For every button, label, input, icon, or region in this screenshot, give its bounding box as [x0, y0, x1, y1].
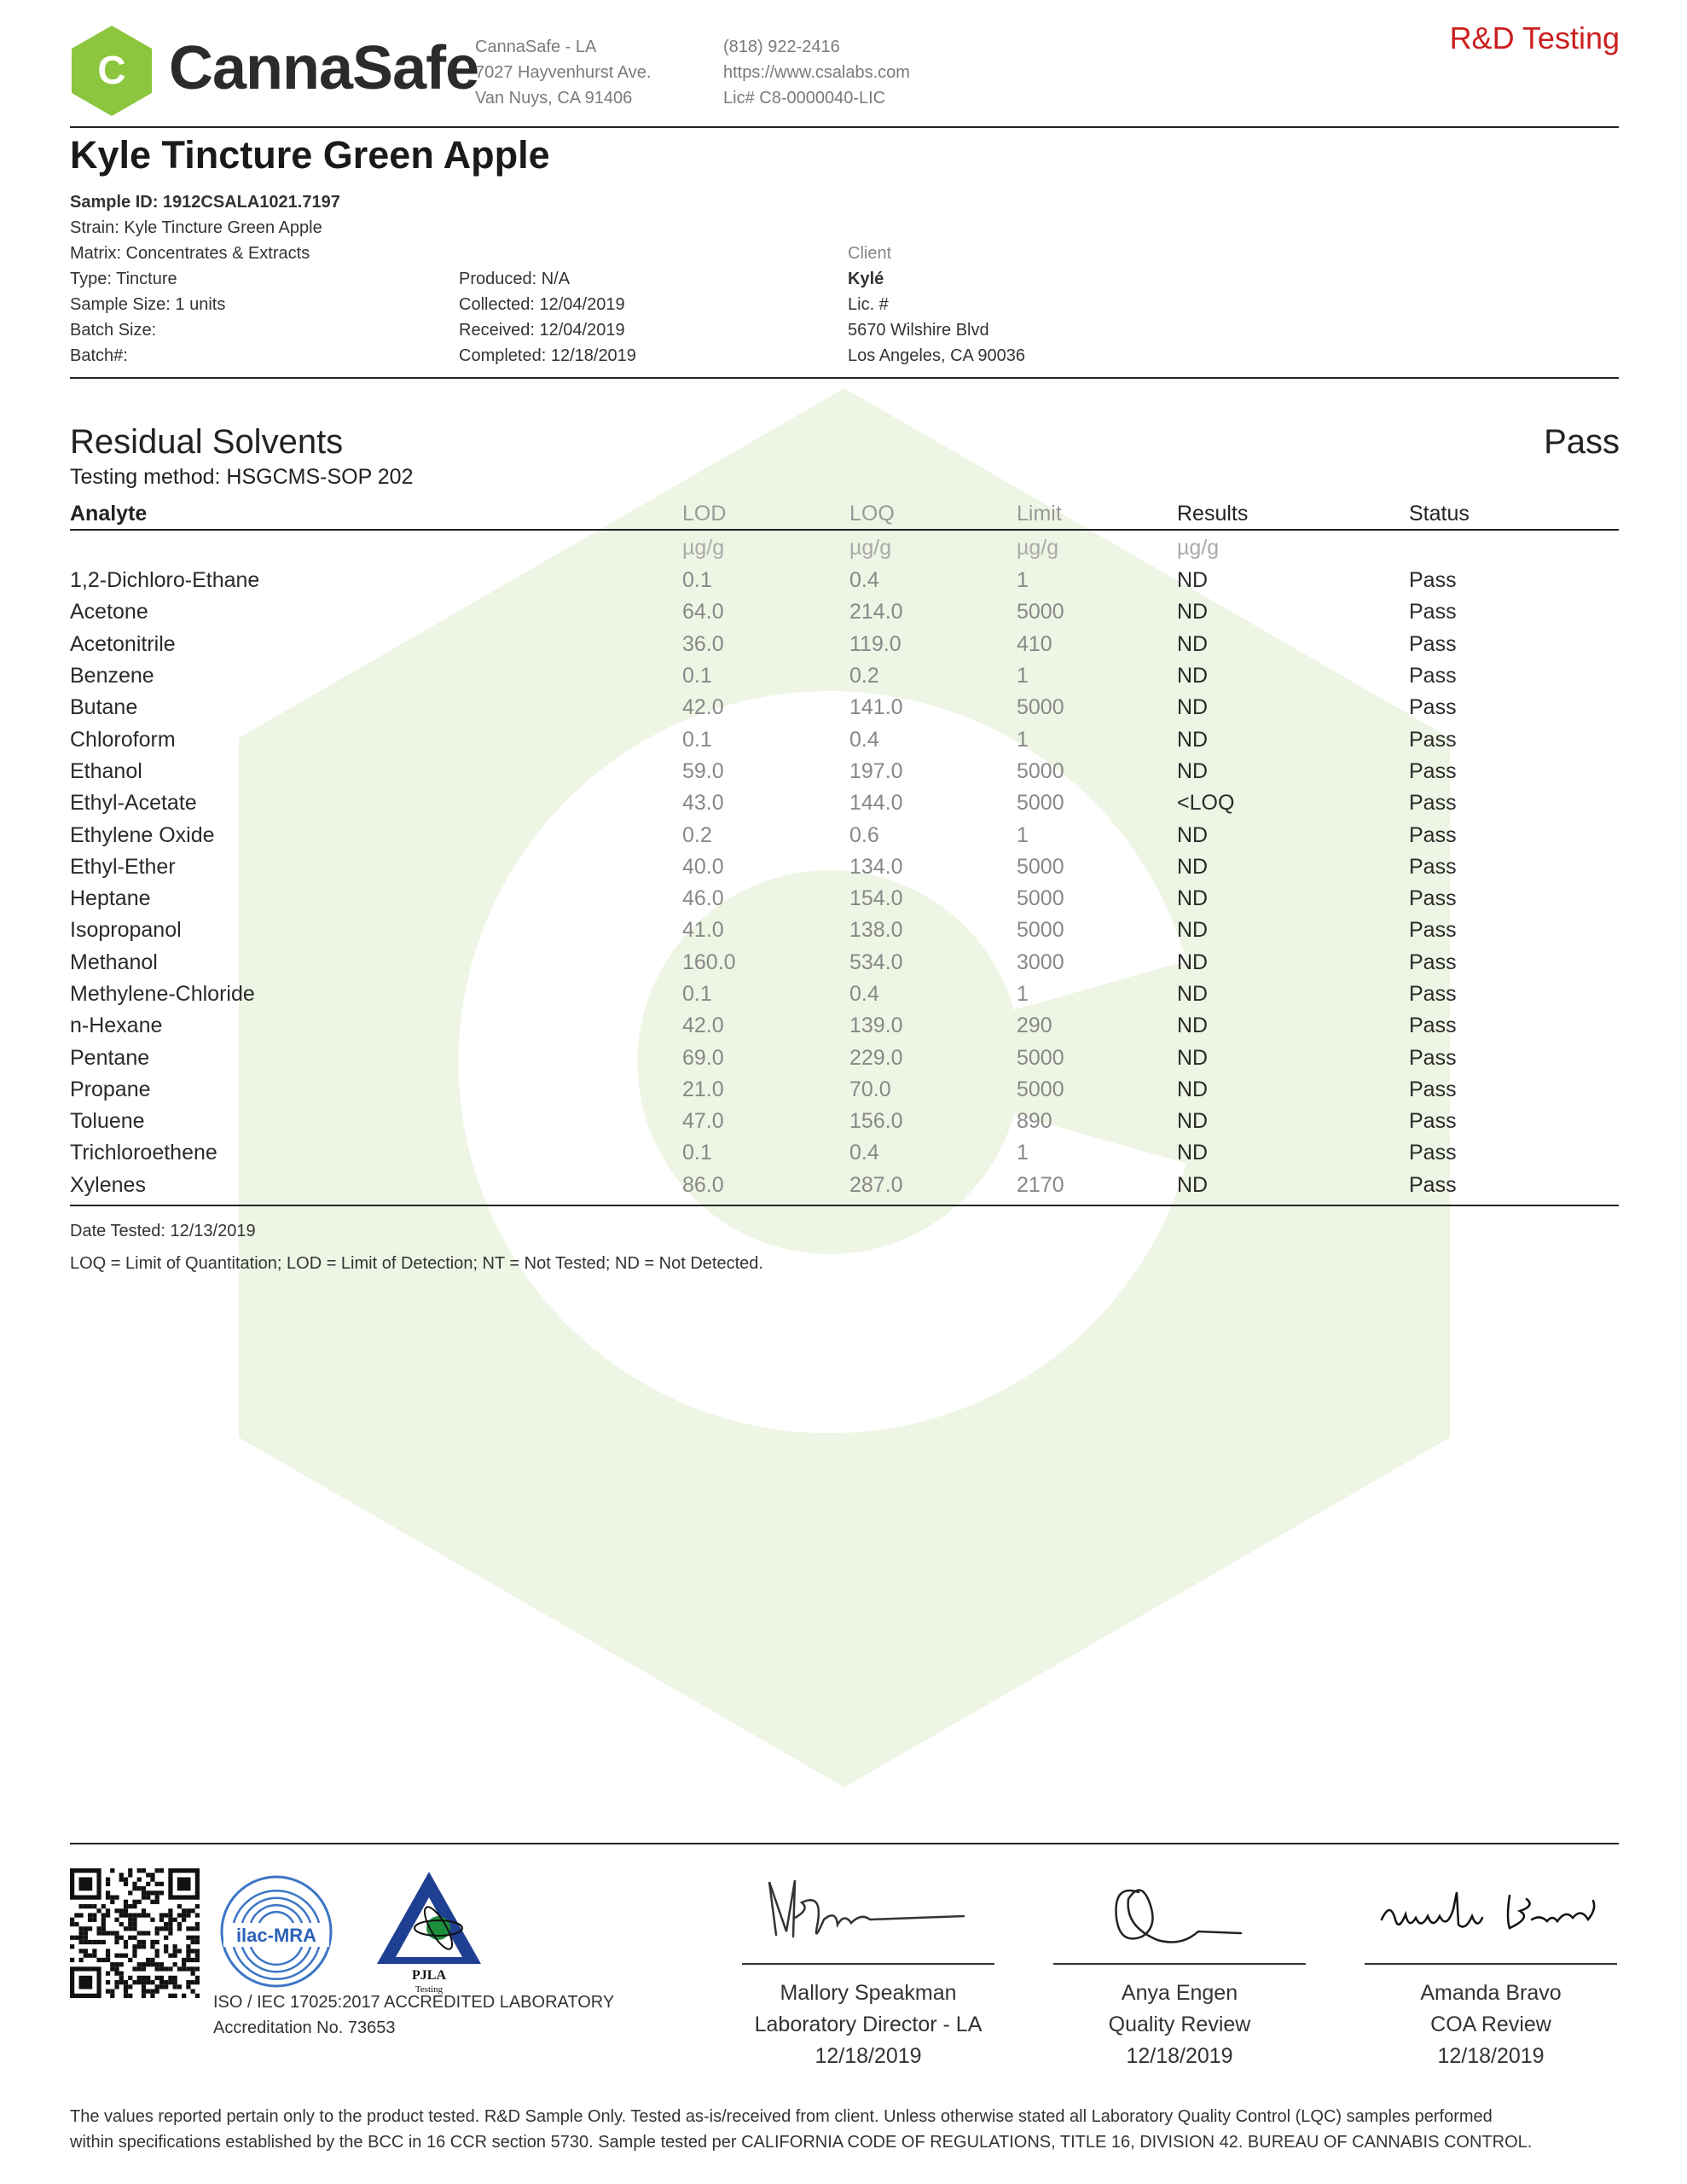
brand-name: CannaSafe: [169, 34, 479, 102]
cell-result: ND: [1177, 631, 1209, 656]
cell-status: Pass: [1409, 918, 1457, 943]
cell-status: Pass: [1409, 1014, 1457, 1038]
lab-contact: [723, 34, 910, 111]
cell-loq: 214.0: [849, 600, 903, 624]
units-row: [70, 530, 1619, 565]
table-row: [70, 915, 1619, 946]
cell-status: Pass: [1409, 886, 1457, 911]
signer-1-role: Laboratory Director - LA: [754, 2013, 983, 2036]
cell-status: Pass: [1409, 631, 1457, 656]
cell-lod: 160.0: [682, 950, 736, 974]
cell-limit: 1: [1017, 1141, 1029, 1165]
cell-loq: 0.6: [849, 822, 879, 847]
cell-limit: 5000: [1017, 791, 1064, 816]
table-row: [70, 692, 1619, 723]
table-row: [70, 565, 1619, 596]
lab-address: [475, 34, 651, 111]
table-row: [70, 883, 1619, 915]
report-type-label: R&D Testing: [1449, 20, 1620, 55]
cell-limit: 5000: [1017, 854, 1064, 879]
cell-status: Pass: [1409, 600, 1457, 624]
cell-status: Pass: [1409, 664, 1457, 688]
table-row: [70, 1106, 1619, 1137]
table-row: [70, 1170, 1619, 1201]
ilac-text: ilac-MRA: [235, 1925, 317, 1946]
testing-method: Testing method: HSGCMS-SOP 202: [70, 465, 414, 489]
table-header-row: [70, 495, 1619, 530]
cell-result: ND: [1177, 822, 1209, 847]
sample-dates: [459, 266, 636, 369]
cell-analyte: Chloroform: [70, 727, 176, 752]
cell-loq: 0.4: [849, 1141, 879, 1165]
cell-loq: 154.0: [849, 886, 903, 911]
cell-analyte: Ethyl-Acetate: [70, 791, 197, 816]
cell-limit: 410: [1017, 631, 1052, 656]
section-title: Residual Solvents: [70, 423, 344, 461]
table-row: [70, 819, 1619, 851]
sample-type: Type: Tincture: [70, 270, 177, 288]
signature-mallory-speakman: [742, 1858, 994, 1959]
cell-result: ND: [1177, 1045, 1209, 1070]
cell-lod: 43.0: [682, 791, 724, 816]
cell-analyte: Toluene: [70, 1109, 145, 1134]
table-row: [70, 1010, 1619, 1042]
cell-analyte: 1,2-Dichloro-Ethane: [70, 568, 260, 593]
sample-matrix: Matrix: Concentrates & Extracts: [70, 244, 310, 263]
collected-date: Collected: 12/04/2019: [459, 295, 625, 314]
sample-id: Sample ID: 1912CSALA1021.7197: [70, 193, 340, 212]
cell-loq: 119.0: [849, 631, 901, 656]
section-status: Pass: [1544, 423, 1620, 461]
cell-status: Pass: [1409, 695, 1457, 720]
cell-result: ND: [1177, 1141, 1209, 1165]
signer-2: [1053, 1978, 1306, 2072]
client-name: Kylé: [848, 270, 884, 288]
unit-loq: µg/g: [849, 535, 892, 560]
signer-1-name: Mallory Speakman: [780, 1981, 957, 2005]
cell-analyte: Methylene-Chloride: [70, 982, 255, 1006]
table-row: [70, 1137, 1619, 1169]
accreditation-info: [213, 1989, 614, 2041]
cell-loq: 139.0: [849, 1014, 903, 1038]
cannasafe-logo-icon: [70, 24, 154, 118]
cell-result: ND: [1177, 950, 1209, 974]
sample-strain: Strain: Kyle Tincture Green Apple: [70, 218, 322, 237]
cell-status: Pass: [1409, 568, 1457, 593]
signer-2-name: Anya Engen: [1121, 1981, 1238, 2005]
cell-loq: 0.2: [849, 664, 879, 688]
cell-lod: 0.1: [682, 1141, 712, 1165]
cell-loq: 229.0: [849, 1045, 903, 1070]
iso-accreditation: ISO / IEC 17025:2017 ACCREDITED LABORATORY: [213, 1993, 615, 2012]
lab-city: Van Nuys, CA 91406: [475, 89, 633, 107]
cell-lod: 0.1: [682, 568, 712, 593]
header-lod: LOD: [682, 495, 849, 530]
table-row: [70, 660, 1619, 692]
cell-limit: 5000: [1017, 600, 1064, 624]
cell-result: ND: [1177, 918, 1209, 943]
cell-lod: 42.0: [682, 1014, 724, 1038]
table-row: [70, 787, 1619, 819]
table-row: [70, 596, 1619, 628]
cell-loq: 287.0: [849, 1172, 903, 1197]
cell-loq: 197.0: [849, 758, 903, 783]
batch-size: Batch Size:: [70, 321, 157, 340]
cell-limit: 1: [1017, 822, 1029, 847]
cell-analyte: Acetone: [70, 600, 148, 624]
cell-result: ND: [1177, 1172, 1209, 1197]
qr-code-icon[interactable]: [70, 1868, 200, 1998]
product-title: Kyle Tincture Green Apple: [70, 133, 550, 177]
pjla-text: PJLA: [412, 1968, 446, 1983]
cell-result: ND: [1177, 886, 1209, 911]
cell-limit: 890: [1017, 1109, 1052, 1134]
header-limit: Limit: [1017, 495, 1177, 530]
cell-status: Pass: [1409, 1109, 1457, 1134]
cell-loq: 144.0: [849, 791, 903, 816]
signer-3-role: COA Review: [1430, 2013, 1551, 2036]
cell-analyte: Ethyl-Ether: [70, 854, 176, 879]
cell-status: Pass: [1409, 791, 1457, 816]
cell-analyte: Trichloroethene: [70, 1141, 217, 1165]
cell-limit: 1: [1017, 727, 1029, 752]
cell-lod: 0.1: [682, 727, 712, 752]
cell-analyte: Heptane: [70, 886, 151, 911]
sample-info: [70, 189, 340, 369]
cell-limit: 1: [1017, 982, 1029, 1006]
cell-lod: 47.0: [682, 1109, 724, 1134]
cell-lod: 64.0: [682, 600, 724, 624]
cell-result: <LOQ: [1177, 791, 1235, 816]
cell-status: Pass: [1409, 727, 1457, 752]
cell-analyte: Methanol: [70, 950, 158, 974]
cell-loq: 534.0: [849, 950, 903, 974]
cell-status: Pass: [1409, 1141, 1457, 1165]
pjla-logo: [374, 1868, 484, 1996]
unit-analyte: [70, 530, 682, 565]
unit-lod: µg/g: [682, 535, 725, 560]
lab-url[interactable]: https://www.csalabs.com: [723, 63, 910, 82]
cell-limit: 5000: [1017, 695, 1064, 720]
cell-limit: 5000: [1017, 758, 1064, 783]
cell-result: ND: [1177, 982, 1209, 1006]
cell-result: ND: [1177, 1077, 1209, 1101]
cell-loq: 156.0: [849, 1109, 903, 1134]
table-row: [70, 851, 1619, 883]
disclaimer-line-2: within specifications established by the BCC in 16 CCR section 5730. Sample tested per CALIFORNIA CODE OF REGULATIONS, TITLE 16, DIVISION 42. BUREAU OF CANNABIS CONTROL.: [70, 2133, 1533, 2152]
unit-limit: µg/g: [1017, 535, 1059, 560]
cell-analyte: Ethylene Oxide: [70, 822, 215, 847]
lab-street: 7027 Hayvenhurst Ave.: [475, 63, 652, 82]
header-results: Results: [1177, 495, 1409, 530]
signature-amanda-bravo: [1365, 1858, 1617, 1959]
pjla-subtext: Testing: [415, 1984, 443, 1995]
cell-lod: 40.0: [682, 854, 724, 879]
abbreviation-legend: LOQ = Limit of Quantitation; LOD = Limit of Detection; NT = Not Tested; ND = Not Detected.: [70, 1254, 763, 1273]
info-divider: [70, 377, 1619, 379]
cell-result: ND: [1177, 1109, 1209, 1134]
cell-loq: 0.4: [849, 982, 879, 1006]
header-status: Status: [1409, 495, 1619, 530]
produced-date: Produced: N/A: [459, 270, 571, 288]
sample-size: Sample Size: 1 units: [70, 295, 226, 314]
cell-result: ND: [1177, 758, 1209, 783]
signer-2-date: 12/18/2019: [1126, 2044, 1233, 2068]
cell-lod: 69.0: [682, 1045, 724, 1070]
client-address-line2: Los Angeles, CA 90036: [848, 346, 1025, 365]
date-tested: Date Tested: 12/13/2019: [70, 1222, 256, 1240]
signer-3-date: 12/18/2019: [1437, 2044, 1545, 2068]
cell-analyte: n-Hexane: [70, 1014, 163, 1038]
signature-line-1: [742, 1963, 994, 1965]
received-date: Received: 12/04/2019: [459, 321, 625, 340]
unit-status: [1409, 530, 1619, 565]
cell-limit: 5000: [1017, 1077, 1064, 1101]
table-row: [70, 979, 1619, 1010]
cell-status: Pass: [1409, 854, 1457, 879]
cell-lod: 41.0: [682, 918, 724, 943]
cell-loq: 70.0: [849, 1077, 891, 1101]
cell-status: Pass: [1409, 1077, 1457, 1101]
cell-limit: 1: [1017, 664, 1029, 688]
cell-limit: 290: [1017, 1014, 1052, 1038]
table-row: [70, 947, 1619, 979]
cell-status: Pass: [1409, 982, 1457, 1006]
footer-divider: [70, 1843, 1619, 1844]
cell-lod: 0.2: [682, 822, 712, 847]
cell-analyte: Pentane: [70, 1045, 150, 1070]
signer-3: [1365, 1978, 1617, 2072]
batch-number: Batch#:: [70, 346, 128, 365]
ilac-mra-logo: [218, 1873, 334, 1989]
completed-date: Completed: 12/18/2019: [459, 346, 636, 365]
signer-2-role: Quality Review: [1108, 2013, 1251, 2036]
cell-analyte: Butane: [70, 695, 138, 720]
cell-lod: 36.0: [682, 631, 724, 656]
disclaimer: [70, 2104, 1619, 2155]
cell-lod: 0.1: [682, 982, 712, 1006]
cell-result: ND: [1177, 854, 1209, 879]
client-address-line1: 5670 Wilshire Blvd: [848, 321, 989, 340]
table-row: [70, 1042, 1619, 1073]
client-label: Client: [848, 244, 892, 263]
results-table: [70, 495, 1619, 1201]
cell-status: Pass: [1409, 950, 1457, 974]
cell-limit: 5000: [1017, 918, 1064, 943]
cell-analyte: Propane: [70, 1077, 151, 1101]
accreditation-number: Accreditation No. 73653: [213, 2018, 396, 2037]
cell-loq: 134.0: [849, 854, 903, 879]
table-row: [70, 723, 1619, 755]
cell-analyte: Ethanol: [70, 758, 142, 783]
cell-result: ND: [1177, 695, 1209, 720]
signature-line-2: [1053, 1963, 1306, 1965]
cell-result: ND: [1177, 568, 1209, 593]
signature-anya-engen: [1053, 1858, 1306, 1959]
cell-analyte: Acetonitrile: [70, 631, 176, 656]
lab-phone: (818) 922-2416: [723, 38, 840, 56]
cell-result: ND: [1177, 727, 1209, 752]
signature-line-3: [1365, 1963, 1617, 1965]
header-loq: LOQ: [849, 495, 1017, 530]
cell-result: ND: [1177, 600, 1209, 624]
cell-lod: 46.0: [682, 886, 724, 911]
cell-result: ND: [1177, 664, 1209, 688]
cell-limit: 3000: [1017, 950, 1064, 974]
cell-status: Pass: [1409, 822, 1457, 847]
signer-3-name: Amanda Bravo: [1420, 1981, 1562, 2005]
header-divider: [70, 126, 1619, 128]
cell-status: Pass: [1409, 758, 1457, 783]
signer-1-date: 12/18/2019: [815, 2044, 922, 2068]
table-bottom-divider: [70, 1205, 1619, 1206]
cell-loq: 0.4: [849, 568, 879, 593]
cell-lod: 0.1: [682, 664, 712, 688]
cell-loq: 141.0: [849, 695, 903, 720]
unit-results: µg/g: [1177, 535, 1220, 560]
cell-limit: 5000: [1017, 1045, 1064, 1070]
cell-lod: 59.0: [682, 758, 724, 783]
cell-loq: 138.0: [849, 918, 903, 943]
table-row: [70, 1074, 1619, 1106]
lab-license: Lic# C8-0000040-LIC: [723, 89, 886, 107]
client-license: Lic. #: [848, 295, 889, 314]
table-row: [70, 629, 1619, 660]
table-row: [70, 756, 1619, 787]
cell-limit: 2170: [1017, 1172, 1064, 1197]
cell-status: Pass: [1409, 1045, 1457, 1070]
header-analyte: Analyte: [70, 495, 682, 530]
cell-loq: 0.4: [849, 727, 879, 752]
cell-analyte: Benzene: [70, 664, 154, 688]
cell-status: Pass: [1409, 1172, 1457, 1197]
cell-lod: 86.0: [682, 1172, 724, 1197]
cell-limit: 1: [1017, 568, 1029, 593]
cell-lod: 21.0: [682, 1077, 724, 1101]
logo-letter: C: [97, 48, 126, 92]
client-info: [848, 241, 1025, 369]
cell-analyte: Xylenes: [70, 1172, 146, 1197]
cell-limit: 5000: [1017, 886, 1064, 911]
lab-name: CannaSafe - LA: [475, 38, 597, 56]
cell-lod: 42.0: [682, 695, 724, 720]
cell-result: ND: [1177, 1014, 1209, 1038]
signer-1: [742, 1978, 994, 2072]
cell-analyte: Isopropanol: [70, 918, 182, 943]
disclaimer-line-1: The values reported pertain only to the product tested. R&D Sample Only. Tested as-is/received from client. Unless otherwise stated all Laboratory Quality Control (LQC) samples performed: [70, 2107, 1493, 2126]
